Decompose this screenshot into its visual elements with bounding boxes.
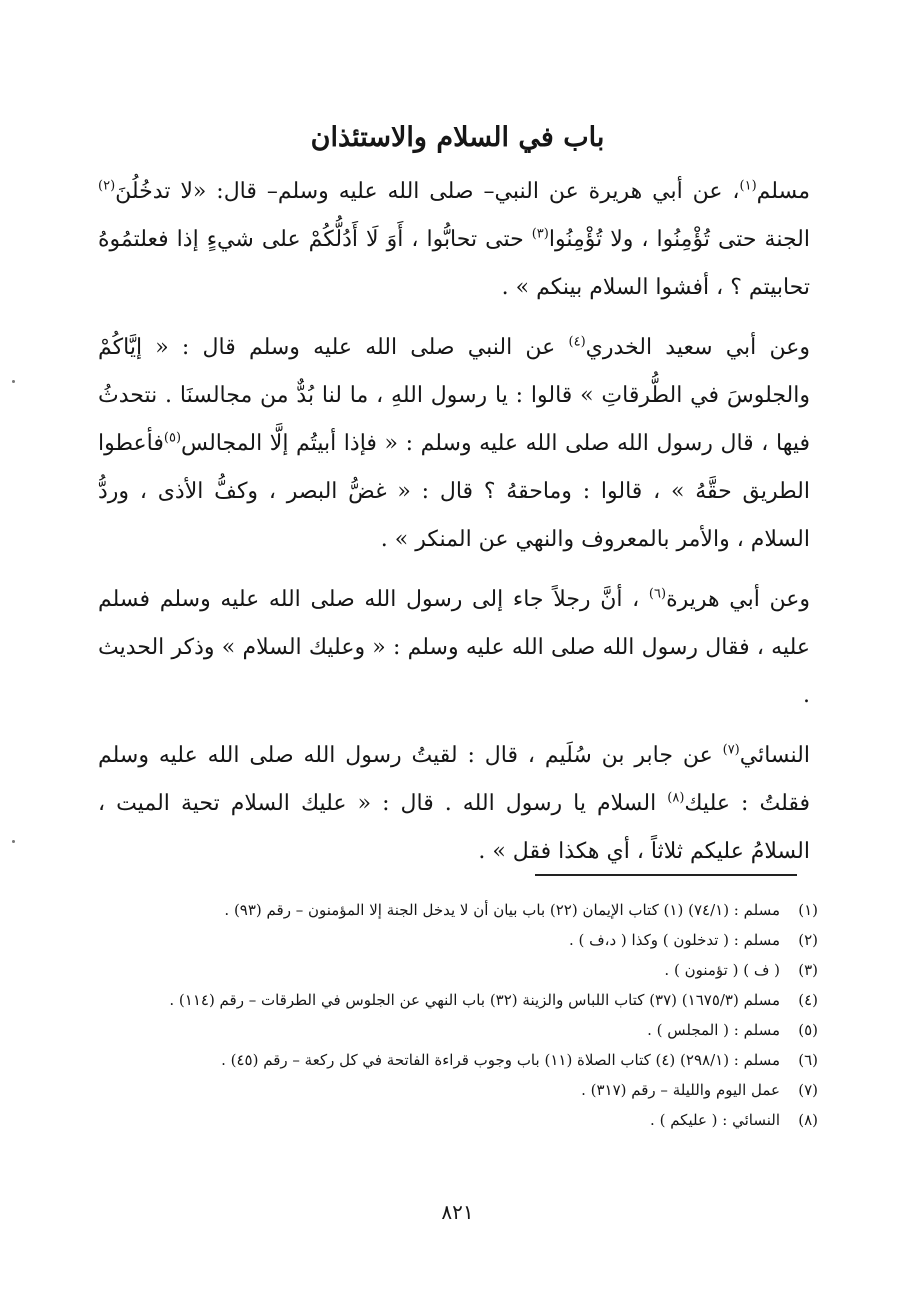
footnote-number: (٤) <box>798 991 818 1009</box>
footnote-marker: (٤) <box>568 334 586 350</box>
footnote-marker: (٣) <box>531 226 549 242</box>
footnote-number: (٥) <box>798 1021 818 1039</box>
footnote-text: مسلم : ( المجلس ) . <box>647 1021 780 1039</box>
footnote-number: (٧) <box>798 1081 818 1099</box>
footnote <box>96 1105 818 1135</box>
page-number: ٨٢١ <box>441 1200 474 1224</box>
footnote-marker: (٧) <box>722 742 740 758</box>
footnote-divider <box>535 874 797 876</box>
footnote <box>96 925 818 955</box>
footnote-number: (١) <box>798 901 818 919</box>
margin-speck <box>12 840 15 843</box>
footnote-number: (٨) <box>798 1111 818 1129</box>
footnote-marker: (٨) <box>667 790 685 806</box>
footnote <box>96 1075 818 1105</box>
footnote <box>96 1015 818 1045</box>
footnote-marker: (١) <box>739 178 757 194</box>
footnote-number: (٢) <box>798 931 818 949</box>
paragraph-text: ، عن أبي هريرة عن النبي– صلى الله عليه وسلم– قال: «لا تدخُلُنَ <box>115 179 740 204</box>
footnote-marker: (٥) <box>163 430 182 446</box>
main-text <box>98 168 810 888</box>
paragraph-text: عن جابر بن سُلَيم ، قال : لقيتُ رسول الله صلى الله عليه وسلم فقلتُ : عليك <box>98 743 810 816</box>
paragraph-text: الجنة حتى تُؤْمِنُوا ، ولا تُؤْمِنُوا <box>548 227 810 252</box>
footnote-text: ( ف ) ( تؤمنون ) . <box>664 961 780 979</box>
footnote-text: عمل اليوم والليلة – رقم (٣١٧) . <box>581 1081 780 1099</box>
hadith-paragraph-1 <box>98 168 810 312</box>
footnote <box>96 955 818 985</box>
margin-speck <box>12 380 15 383</box>
footnote-marker: (٢) <box>98 178 116 194</box>
footnote-text: مسلم (١٦٧٥/٣) (٣٧) كتاب اللباس والزينة (٣٢) باب النهي عن الجلوس في الطرقات – رقم (١١٤) . <box>169 991 780 1009</box>
footnote <box>96 1045 818 1075</box>
footnote-marker: (٦) <box>648 586 667 602</box>
footnote <box>96 895 818 925</box>
footnote-text: مسلم : (٧٤/١) (١) كتاب الإيمان (٢٢) باب بيان أن لا يدخل الجنة إلا المؤمنون – رقم (٩٣) . <box>224 901 780 919</box>
footnote-number: (٦) <box>798 1051 818 1069</box>
footnote-text: النسائي : ( عليكم ) . <box>650 1111 780 1129</box>
paragraph-text: حتى تحابُّوا ، أَوَ لَا أَدُلُّكُمْ على شيءٍ إذا فعلتمُوهُ تحابيتم ؟ ، أفشوا السلام بينكم » . <box>98 227 810 300</box>
footnote-number: (٣) <box>798 961 818 979</box>
hadith-paragraph-3 <box>98 576 810 720</box>
paragraph-text: مسلم <box>756 179 810 204</box>
hadith-paragraph-4 <box>98 732 810 876</box>
footnote <box>96 985 818 1015</box>
footnotes-list <box>96 895 818 1135</box>
footnote-text: مسلم : (٢٩٨/١) (٤) كتاب الصلاة (١١) باب وجوب قراءة الفاتحة في كل ركعة – رقم (٤٥) . <box>221 1051 780 1069</box>
footnote-text: مسلم : ( تدخلون ) وكذا ( د،ف ) . <box>568 931 780 949</box>
paragraph-text: فأعطوا الطريق حقَّهُ » ، قالوا : وماحقهُ ؟ قال : « غضُّ البصر ، وكفُّ الأذى ، وردُّ السلام ، والأمر بالمعروف والنهي عن المنكر » . <box>98 431 810 552</box>
hadith-paragraph-2 <box>98 324 810 564</box>
chapter-title: باب في السلام والاستئذان <box>310 122 605 153</box>
paragraph-text: النسائي <box>739 743 810 768</box>
paragraph-text: وعن أبي سعيد الخدري <box>585 335 810 360</box>
paragraph-text: وعن أبي هريرة <box>666 587 810 612</box>
paragraph-text: السلام يا رسول الله . قال : « عليك السلام تحية الميت ، السلامُ عليكم ثلاثاً ، أي هكذا فقل » . <box>98 791 810 864</box>
paragraph-text: ، أنَّ رجلاً جاء إلى رسول الله صلى الله عليه وسلم فسلم عليه ، فقال رسول الله صلى الله عليه وسلم : « وعليك السلام » وذكر الحديث . <box>98 587 810 708</box>
paragraph-text: عن النبي صلى الله عليه وسلم قال : « إيَّاكُمْ والجلوسَ في الطُّرقاتِ » قالوا : يا رسول اللهِ ، ما لنا بُدٌّ من مجالسنَا . نتحدثُ فيها ، قال رسول الله صلى الله عليه وسلم : « فإذا أبيتُم إلَّا المجالس <box>98 335 810 456</box>
